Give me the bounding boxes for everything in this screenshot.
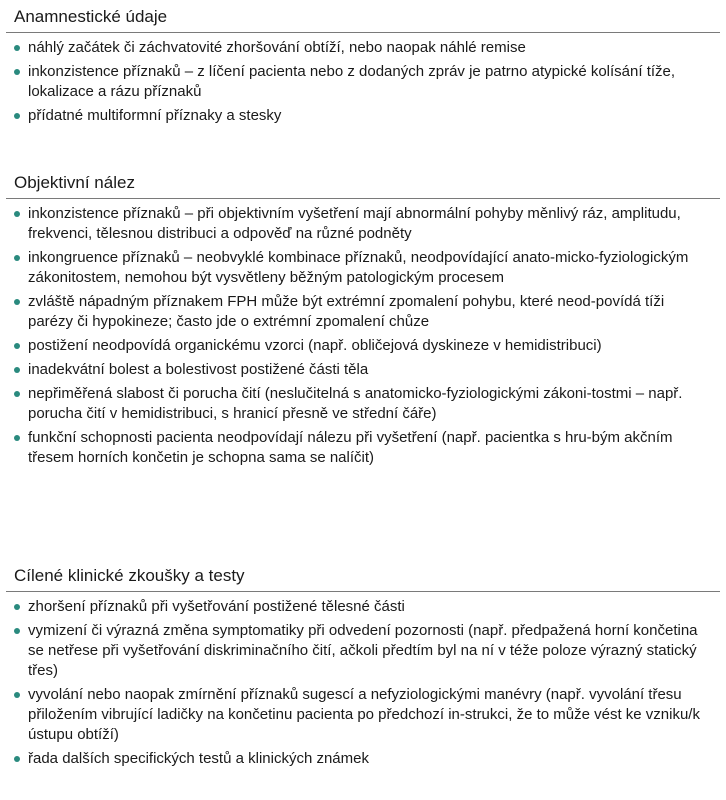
bullet-icon: [14, 692, 20, 698]
item-text: postižení neodpovídá organickému vzorci (např. obličejová dyskineze v hemidistribuci): [28, 337, 602, 354]
item-text: nepřiměřená slabost či porucha čití (neslučitelná s anatomicko-fyziologickými zákoni-tostmi – např. porucha čití v hemidistribuci, s hranicí přesně ve střední čáře): [28, 385, 683, 422]
item-text: náhlý začátek či záchvatovité zhoršování obtíží, nebo naopak náhlé remise: [28, 39, 526, 56]
list-item: [6, 62, 720, 102]
list-item: [6, 428, 720, 468]
list-item: [6, 248, 720, 288]
bullet-icon: [14, 367, 20, 373]
bullet-icon: [14, 435, 20, 441]
bullet-icon: [14, 211, 20, 217]
item-text: inkonzistence příznaků – z líčení pacienta nebo z dodaných zpráv je patrno atypické kolísání tíže, lokalizace a rázu příznaků: [28, 63, 676, 100]
item-text: přídatné multiformní příznaky a stesky: [28, 107, 282, 124]
section-objective-findings: [6, 172, 720, 472]
bullet-icon: [14, 604, 20, 610]
bullet-list: [6, 592, 720, 769]
section-title: Cílené klinické zkoušky a testy: [6, 565, 720, 592]
list-item: [6, 38, 720, 58]
bullet-icon: [14, 255, 20, 261]
list-item: [6, 621, 720, 681]
item-text: inkongruence příznaků – neobvyklé kombinace příznaků, neodpovídající anato-micko-fyziologickým zákonitostem, nemohou být vysvětleny běžným patologickým procesem: [28, 249, 689, 286]
bullet-icon: [14, 69, 20, 75]
bullet-icon: [14, 45, 20, 51]
bullet-icon: [14, 628, 20, 634]
bullet-icon: [14, 299, 20, 305]
item-text: řada dalších specifických testů a klinických známek: [28, 750, 369, 767]
item-text: zvláště nápadným příznakem FPH může být extrémní zpomalení pohybu, které neod-povídá tíži parézy či hypokineze; často jde o extrémní zpomalení chůze: [28, 293, 665, 330]
list-item: [6, 336, 720, 356]
item-text: zhoršení příznaků při vyšetřování postižené tělesné části: [28, 598, 405, 615]
list-item: [6, 749, 720, 769]
bullet-icon: [14, 756, 20, 762]
list-item: [6, 597, 720, 617]
list-item: [6, 685, 720, 745]
item-text: funkční schopnosti pacienta neodpovídají nálezu při vyšetření (např. pacientka s hru-bým akčním třesem horních končetin je schopna sama se nalíčit): [28, 429, 673, 466]
section-anamnestic: [6, 6, 720, 130]
item-text: inkonzistence příznaků – při objektivním vyšetření mají abnormální pohyby měnlivý ráz, amplitudu, frekvenci, tělesnou distribuci a odpověď na různé podněty: [28, 205, 681, 242]
list-item: [6, 106, 720, 126]
bullet-icon: [14, 343, 20, 349]
item-text: vyvolání nebo naopak zmírnění příznaků sugescí a nefyziologickými manévry (např. vyvolání třesu přiložením vibrující ladičky na končetinu pacienta po předchozí in-strukci, že to může vést ke vzniku/k ústupu obtíží): [28, 686, 700, 743]
bullet-icon: [14, 391, 20, 397]
section-clinical-tests: [6, 565, 720, 773]
bullet-icon: [14, 113, 20, 119]
section-title: Anamnestické údaje: [6, 6, 720, 33]
section-title: Objektivní nález: [6, 172, 720, 199]
item-text: vymizení či výrazná změna symptomatiky při odvedení pozornosti (např. předpažená horní končetina se netřese při vyšetřování diskriminačního čití, ačkoli předtím byl na ní v téže poloze výrazný statický třes): [28, 622, 698, 679]
item-text: inadekvátní bolest a bolestivost postižené části těla: [28, 361, 369, 378]
bullet-list: [6, 33, 720, 126]
list-item: [6, 204, 720, 244]
list-item: [6, 292, 720, 332]
list-item: [6, 384, 720, 424]
bullet-list: [6, 199, 720, 468]
list-item: [6, 360, 720, 380]
